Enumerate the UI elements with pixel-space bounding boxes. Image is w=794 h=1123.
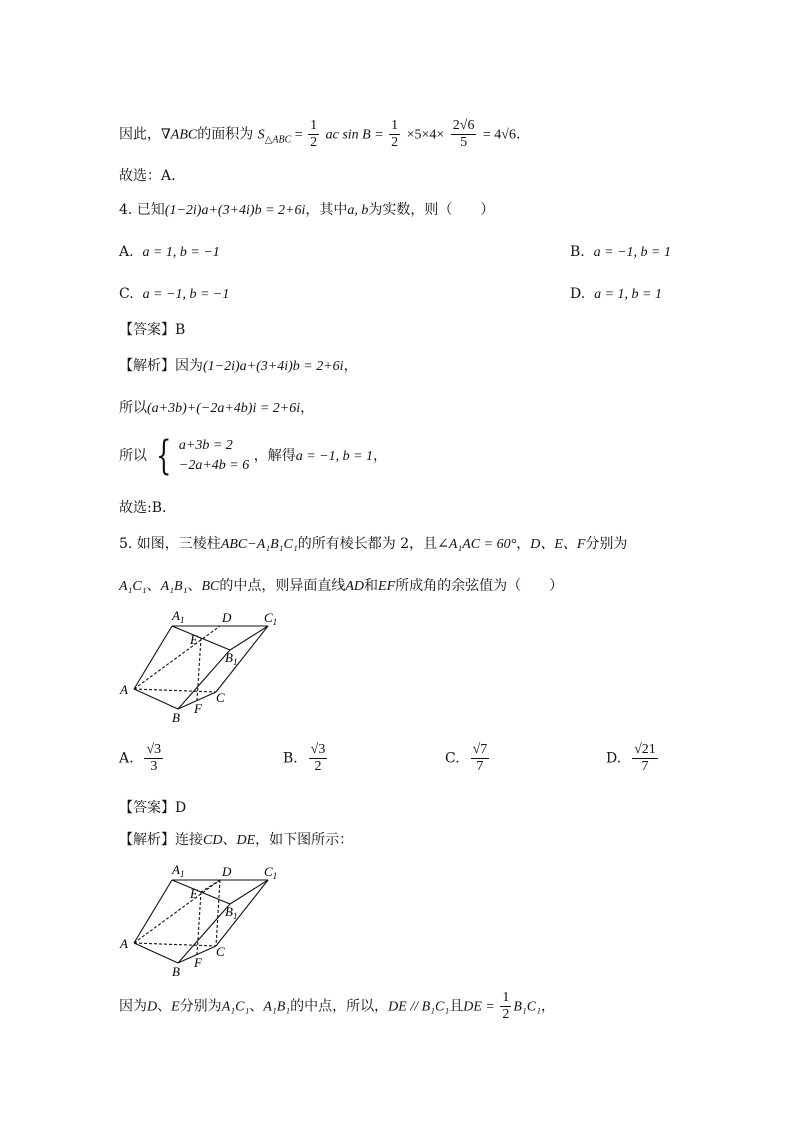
label-c1: $C_1$ [264, 610, 278, 627]
edge [134, 880, 172, 943]
q5-option-a[interactable]: A. $\frac{√3}{3}$ [119, 742, 162, 774]
q4-option-c[interactable]: C. a = −1, b = −1 [119, 286, 230, 302]
label-b: B [172, 964, 180, 976]
fraction: $\frac{1}{2}$ [391, 118, 399, 150]
hidden-edge [134, 943, 216, 946]
hidden-edge [197, 638, 201, 700]
text: 因此， [119, 126, 161, 143]
label-a: A [120, 682, 128, 697]
variables: a, b [347, 203, 369, 218]
edge [134, 626, 172, 689]
label-a1: $A_1$ [172, 608, 185, 625]
q5-stem-2: A₁C₁、A₁B₁、BC的中点，则异面直线AD和EF所成角的余弦值为（ ） [119, 578, 564, 594]
label-a: A [120, 936, 128, 951]
text: ac sin B = [325, 127, 388, 143]
triangle-symbol: ∇ABC [161, 127, 198, 143]
q4-analysis-1: 【解析】因为(1−2i)a+(3+4i)b = 2+6i， [119, 358, 358, 374]
label-e: E [190, 632, 198, 647]
edge [216, 880, 268, 946]
q4-analysis-2: 所以(a+3b)+(−2a+4b)i = 2+6i， [119, 400, 315, 416]
prism-figure [110, 604, 290, 722]
q5-analysis-1: 【解析】连接CD、DE，如下图所示： [119, 832, 354, 848]
text: 的面积为 [197, 126, 254, 143]
q5-option-b[interactable]: B. $\frac{√3}{2}$ [283, 742, 326, 774]
text: = 4√6 [482, 127, 516, 143]
q4-answer: 【答案】B [119, 322, 186, 338]
label-f: F [194, 955, 202, 970]
area-symbol: S [257, 127, 265, 143]
label-b1: $B_1$ [225, 650, 238, 667]
label-e: E [190, 886, 198, 901]
hidden-edge [134, 689, 216, 692]
q5-option-d[interactable]: D. $\frac{√21}{7}$ [606, 742, 656, 774]
area-conclusion-line: 因此，∇ABC的面积为 $S_{\triangle ABC}$ = $\frac{1}{2}$ ac sin B = $\frac{1}{2}$ ×5×4× $\frac{2√6}{5}$ = 4√6. [119, 118, 521, 150]
label-c: C [216, 690, 225, 705]
label-a1: $A_1$ [172, 862, 185, 879]
q5-option-c[interactable]: C. $\frac{√7}{7}$ [445, 742, 488, 774]
fraction: $\frac{2√6}{5}$ [452, 118, 475, 150]
hidden-edge [197, 892, 201, 954]
label-b1: $B_1$ [225, 904, 238, 921]
edge [230, 880, 268, 904]
q4-option-d[interactable]: D. a = 1, b = 1 [570, 286, 662, 302]
prism-figure-with-cd-de [110, 858, 290, 976]
q4-analysis-3: 所以 { a+3b = 2 −2a+4b = 6 ，解得a = −1, b = 1， [119, 433, 388, 479]
label-b: B [172, 710, 180, 722]
q5-analysis-2: 因为D、E分别为A₁C₁、A₁B₁的中点，所以，DE // B₁C₁且DE = $\frac{1}{2}$ B₁C₁， [119, 990, 555, 1022]
area-subscript: △ABC [264, 134, 292, 146]
hidden-edge-cd [216, 880, 220, 946]
text: = [291, 127, 307, 143]
edge [134, 689, 178, 709]
equation: (1−2i)a+(3+4i)b = 2+6i [164, 203, 306, 218]
q5-answer: 【答案】D [119, 800, 187, 816]
label-c1: $C_1$ [264, 864, 278, 881]
hidden-edge-de [201, 880, 220, 892]
q4-analysis-4: 故选:B. [119, 500, 167, 516]
edge [230, 626, 268, 650]
q4-option-a[interactable]: A. a = 1, b = −1 [119, 244, 220, 260]
q5-stem-1: 5. 如图，三棱柱ABC−A₁B₁C₁的所有棱长都为 2，且∠A₁AC = 60°，D、E、F分别为 [119, 536, 628, 552]
label-c: C [216, 944, 225, 959]
equation-system: { a+3b = 2 −2a+4b = 6 [156, 433, 250, 479]
q4-stem: 4. 已知(1−2i)a+(3+4i)b = 2+6i，其中a, b为实数，则（ ） [119, 202, 495, 218]
fraction: $\frac{1}{2}$ [310, 118, 318, 150]
label-f: F [194, 701, 202, 716]
hidden-edge [134, 880, 220, 943]
label-d: D [222, 864, 232, 879]
edge [216, 626, 268, 692]
text: ×5×4× [406, 127, 445, 143]
label-d: D [222, 610, 232, 625]
q4-option-b[interactable]: B. a = −1, b = 1 [570, 244, 671, 260]
edge [134, 943, 178, 963]
hidden-edge [134, 626, 220, 689]
choice-line: 故选：A. [119, 168, 176, 184]
